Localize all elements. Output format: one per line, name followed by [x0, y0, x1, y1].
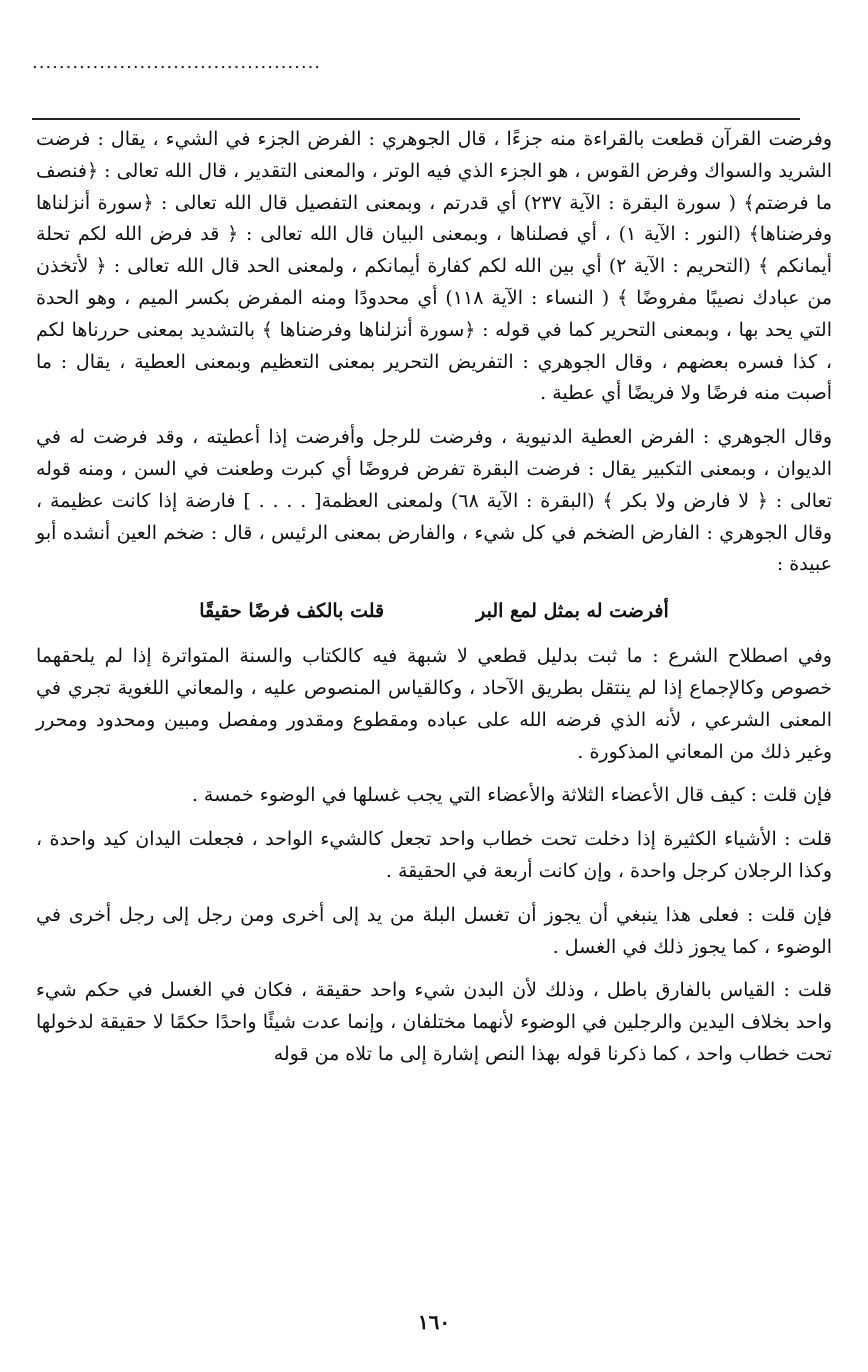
paragraph-answer-qiyas: قلت : القياس بالفارق باطل ، وذلك لأن البدن شيء واحد حقيقة ، فكان في الغسل في حكم شيء واحد بخلاف اليدين والرجلين في الوضوء لأنهما مختلفان ، وإنما عدت شيئًا واحدًا حكمًا لا حقيقة لدخولها تحت خطاب واحد ، كما ذكرنا قوله بهذا النص إشارة إلى ما تلاه من قوله	[36, 979, 832, 1065]
paragraph-answer-limbs: قلت : الأشياء الكثيرة إذا دخلت تحت خطاب واحد تجعل كالشيء الواحد ، فجعلت اليدان كيد واحدة ، وكذا الرجلان كرجل واحدة ، وإن كانت أربعة في الحقيقة .	[36, 828, 832, 882]
main-text	[36, 124, 832, 1071]
paragraph-question-limbs: فإن قلت : كيف قال الأعضاء الثلاثة والأعضاء التي يجب غسلها في الوضوء خمسة .	[191, 784, 832, 807]
paragraph-definition-of-fard: وفرضت القرآن قطعت بالقراءة منه جزءًا ، قال الجوهري : الفرض الجزء في الشيء ، يقال : فرضت الشريد والسواك وفرض القوس ، هو الجزء الذي فيه الوتر ، والمعنى التقدير ، قال الله تعالى : ﴿فنصف ما فرضتم﴾ ( سورة البقرة : الآية ٢٣٧) أي قدرتم ، وبمعنى التفصيل قال الله تعالى : ﴿سورة أنزلناها وفرضناها﴾ (النور : الآية ١) ، أي فصلناها ، وبمعنى البيان قال الله تعالى : ﴿ قد فرض الله لكم تحلة أيمانكم ﴾ (التحريم : الآية ٢) أي بين الله لكم كفارة أيمانكم ، ولمعنى الحد قال الله تعالى : ﴿ لأتخذن من عبادك نصيبًا مفروضًا ﴾ ( النساء : الآية ١١٨) أي محدودًا ومنه المفرض بكسر الميم ، وهو الحدة التي يحد بها ، وبمعنى التحرير كما في قوله : ﴿سورة أنزلناها وفرضناها ﴾ بالتشديد بمعنى حررناها لكم ، كذا فسره بعضهم ، وقال الجوهري : التفريض التحرير بمعنى التعظيم وبمعنى العطية ، يقال : ما أصبت منه فرضًا ولا فريضًا أي عطية .	[36, 128, 833, 405]
page-number: ١٦٠	[417, 1310, 451, 1334]
poem-verse	[36, 595, 832, 627]
poem-first-hemistich: أفرضت له بمثل لمع البر	[476, 600, 669, 623]
header-rule	[32, 118, 800, 120]
paragraph-jawhari-meanings: وقال الجوهري : الفرض العطية الدنيوية ، وفرضت للرجل وأفرضت إذا أعطيته ، وقد فرضت له في الديوان ، وبمعنى التكبير يقال : فرضت البقرة تفرض فروضًا أي كبرت وطعنت في السن ، ومنه قوله تعالى : ﴿ لا فارض ولا بكر ﴾ (البقرة : الآية ٦٨) ولمعنى العظمة[ . . . . ] فارضة إذا كانت عظيمة ، وقال الجوهري : الفارض الضخم في كل شيء ، والفارض بمعنى الرئيس ، قال : ضخم العين أنشده أبو عبيدة :	[36, 426, 833, 576]
poem-second-hemistich: قلت بالكف فرضًا حقيقًا	[199, 600, 385, 623]
paragraph-question-moisture: فإن قلت : فعلى هذا ينبغي أن يجوز أن تغسل البلة من يد إلى أخرى ومن رجل إلى رجل أخرى في الوضوء ، كما يجوز ذلك في الغسل .	[36, 903, 832, 958]
paragraph-sharia-term: وفي اصطلاح الشرع : ما ثبت بدليل قطعي لا شبهة فيه كالكتاب والسنة المتواترة إذا لم يلحقهما خصوص وكالإجماع إذا لم ينتقل بطريق الآحاد ، وكالقياس المنصوص عليه ، والمعاني اللغوية تجري في المعنى الشرعي ، لأنه الذي فرضه الله على عباده ومقطوع ومقدور ومفصل ومبين ومحدود ومحرر وغير ذلك من المعاني المذكورة .	[36, 645, 832, 763]
header-dotted-line: ...........................................	[32, 52, 322, 72]
